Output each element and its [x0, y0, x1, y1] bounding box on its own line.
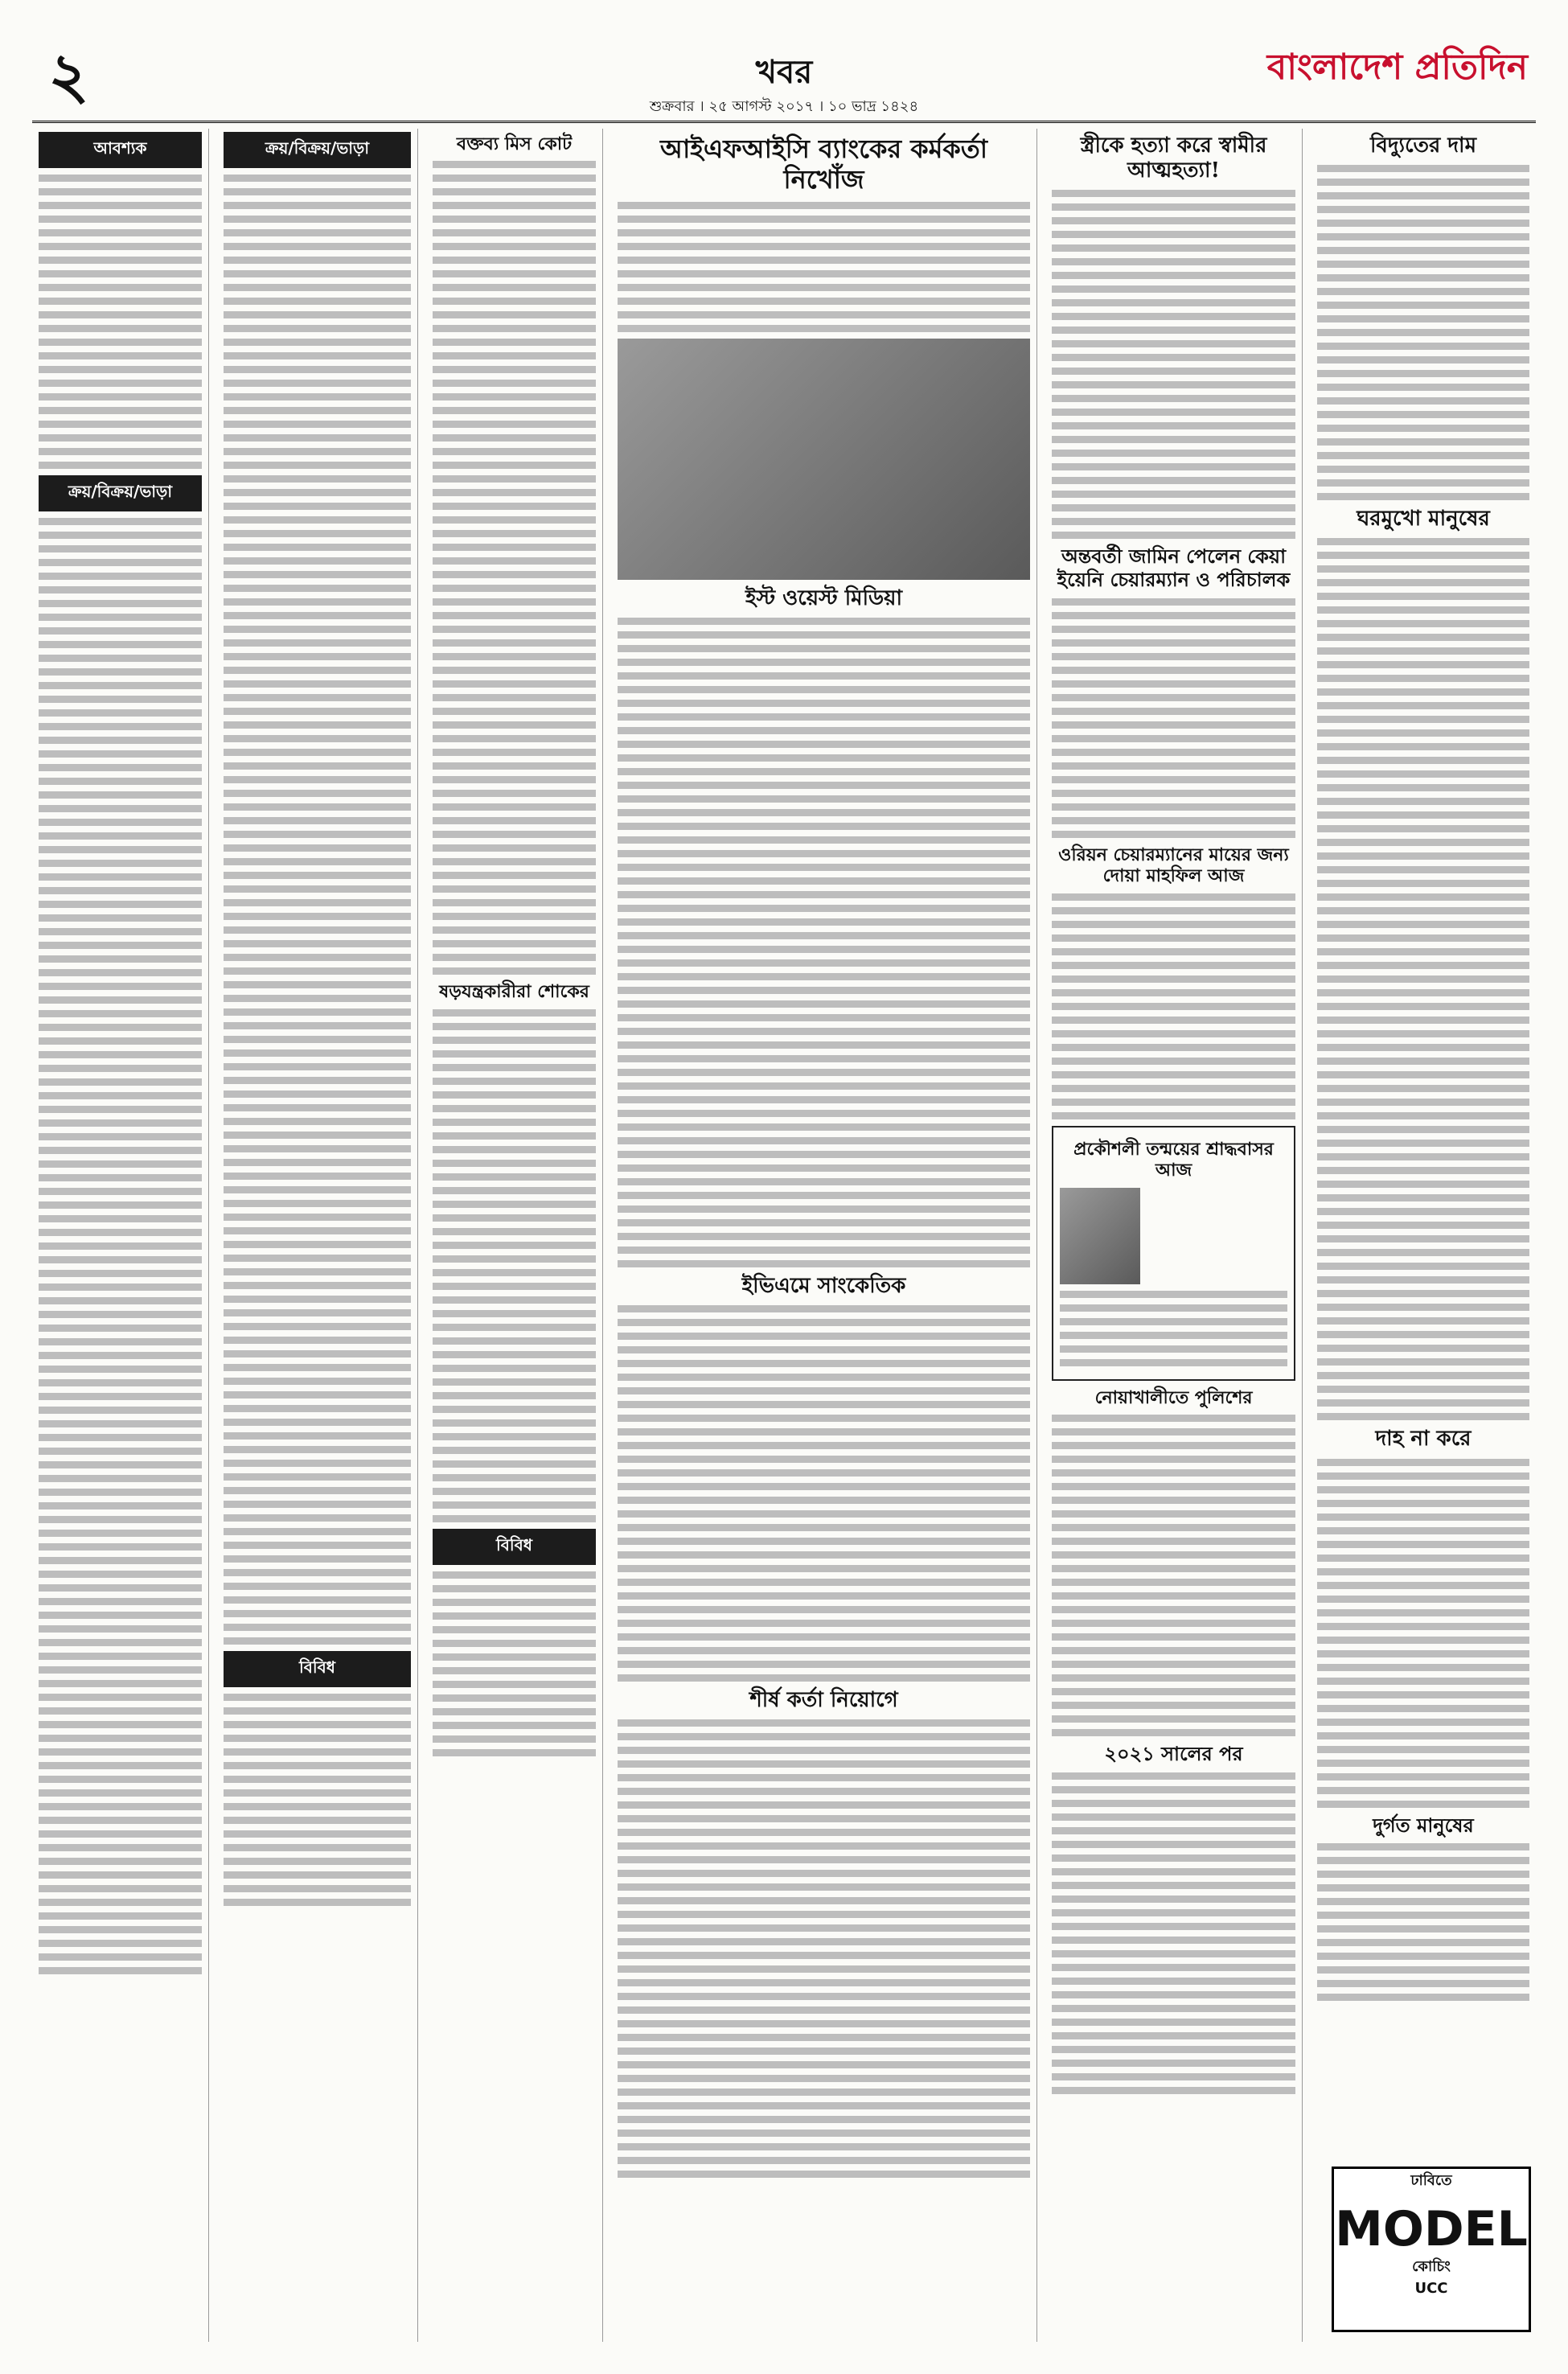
- dateline: শুক্রবার । ২৫ আগস্ট ২০১৭ । ১০ ভাদ্র ১৪২৪: [649, 98, 919, 115]
- classified-header: বিবিধ: [224, 1651, 411, 1687]
- classified-header: আবশ্যক: [39, 132, 202, 168]
- headline: বিদ্যুতের দাম: [1369, 133, 1477, 158]
- news-photo: [618, 339, 1030, 580]
- headline: অন্তবর্তী জামিন পেলেন কেয়া ইয়েনি চেয়ারম্যান ও পরিচালক: [1057, 544, 1291, 592]
- news-column-3: [426, 129, 603, 2342]
- classified-header: বিবিধ: [433, 1529, 596, 1565]
- news-column-5: [1045, 129, 1303, 2342]
- headline: ইভিএমে সাংকেতিক: [741, 1273, 906, 1298]
- headline: প্রকৌশলী তন্ময়ের শ্রাদ্ধবাসর আজ: [1073, 1138, 1274, 1181]
- headline: ষড়যন্ত্রকারীরা শোকের: [439, 981, 589, 1003]
- headline: ঘরমুখো মানুষের: [1357, 507, 1490, 532]
- classified-column-2: [217, 129, 418, 2342]
- obituary-box: [1052, 1126, 1295, 1381]
- portrait-photo: [1060, 1188, 1140, 1284]
- headline: ২০২১ সালের পর: [1104, 1741, 1243, 1765]
- masthead: [32, 32, 1536, 123]
- classified-header: ক্রয়/বিক্রয়/ভাড়া: [224, 132, 411, 168]
- classified-header: ক্রয়/বিক্রয়/ভাড়া: [39, 475, 202, 511]
- headline: বক্তব্য মিস কোট: [456, 133, 573, 154]
- page-number: ২: [48, 39, 89, 113]
- news-column-4: [611, 129, 1037, 2342]
- section-title: খবর: [755, 53, 813, 91]
- headline: আইএফআইসি ব্যাংকের কর্মকর্তা নিখোঁজ: [659, 133, 988, 195]
- advertisement: ঢাবিতে MODEL কোচিং UCC: [1332, 2167, 1531, 2332]
- headline: দাহ না করে: [1375, 1427, 1472, 1452]
- headline: স্ত্রীকে হত্যা করে স্বামীর আত্মহত্যা!: [1080, 133, 1267, 183]
- headline: দুর্গত মানুষের: [1373, 1813, 1474, 1837]
- headline: ইস্ট ওয়েস্ট মিডিয়া: [745, 585, 903, 610]
- headline: শীর্ষ কর্তা নিয়োগে: [749, 1688, 898, 1713]
- classified-column-1: [32, 129, 209, 2342]
- news-column-6: [1311, 129, 1536, 2342]
- headline: ওরিয়ন চেয়ারম্যানের মায়ের জন্য দোয়া মাহফিল আজ: [1058, 844, 1289, 887]
- headline: নোয়াখালীতে পুলিশের: [1094, 1386, 1253, 1408]
- newspaper-logo: বাংলাদেশ প্রতিদিন: [1266, 47, 1528, 88]
